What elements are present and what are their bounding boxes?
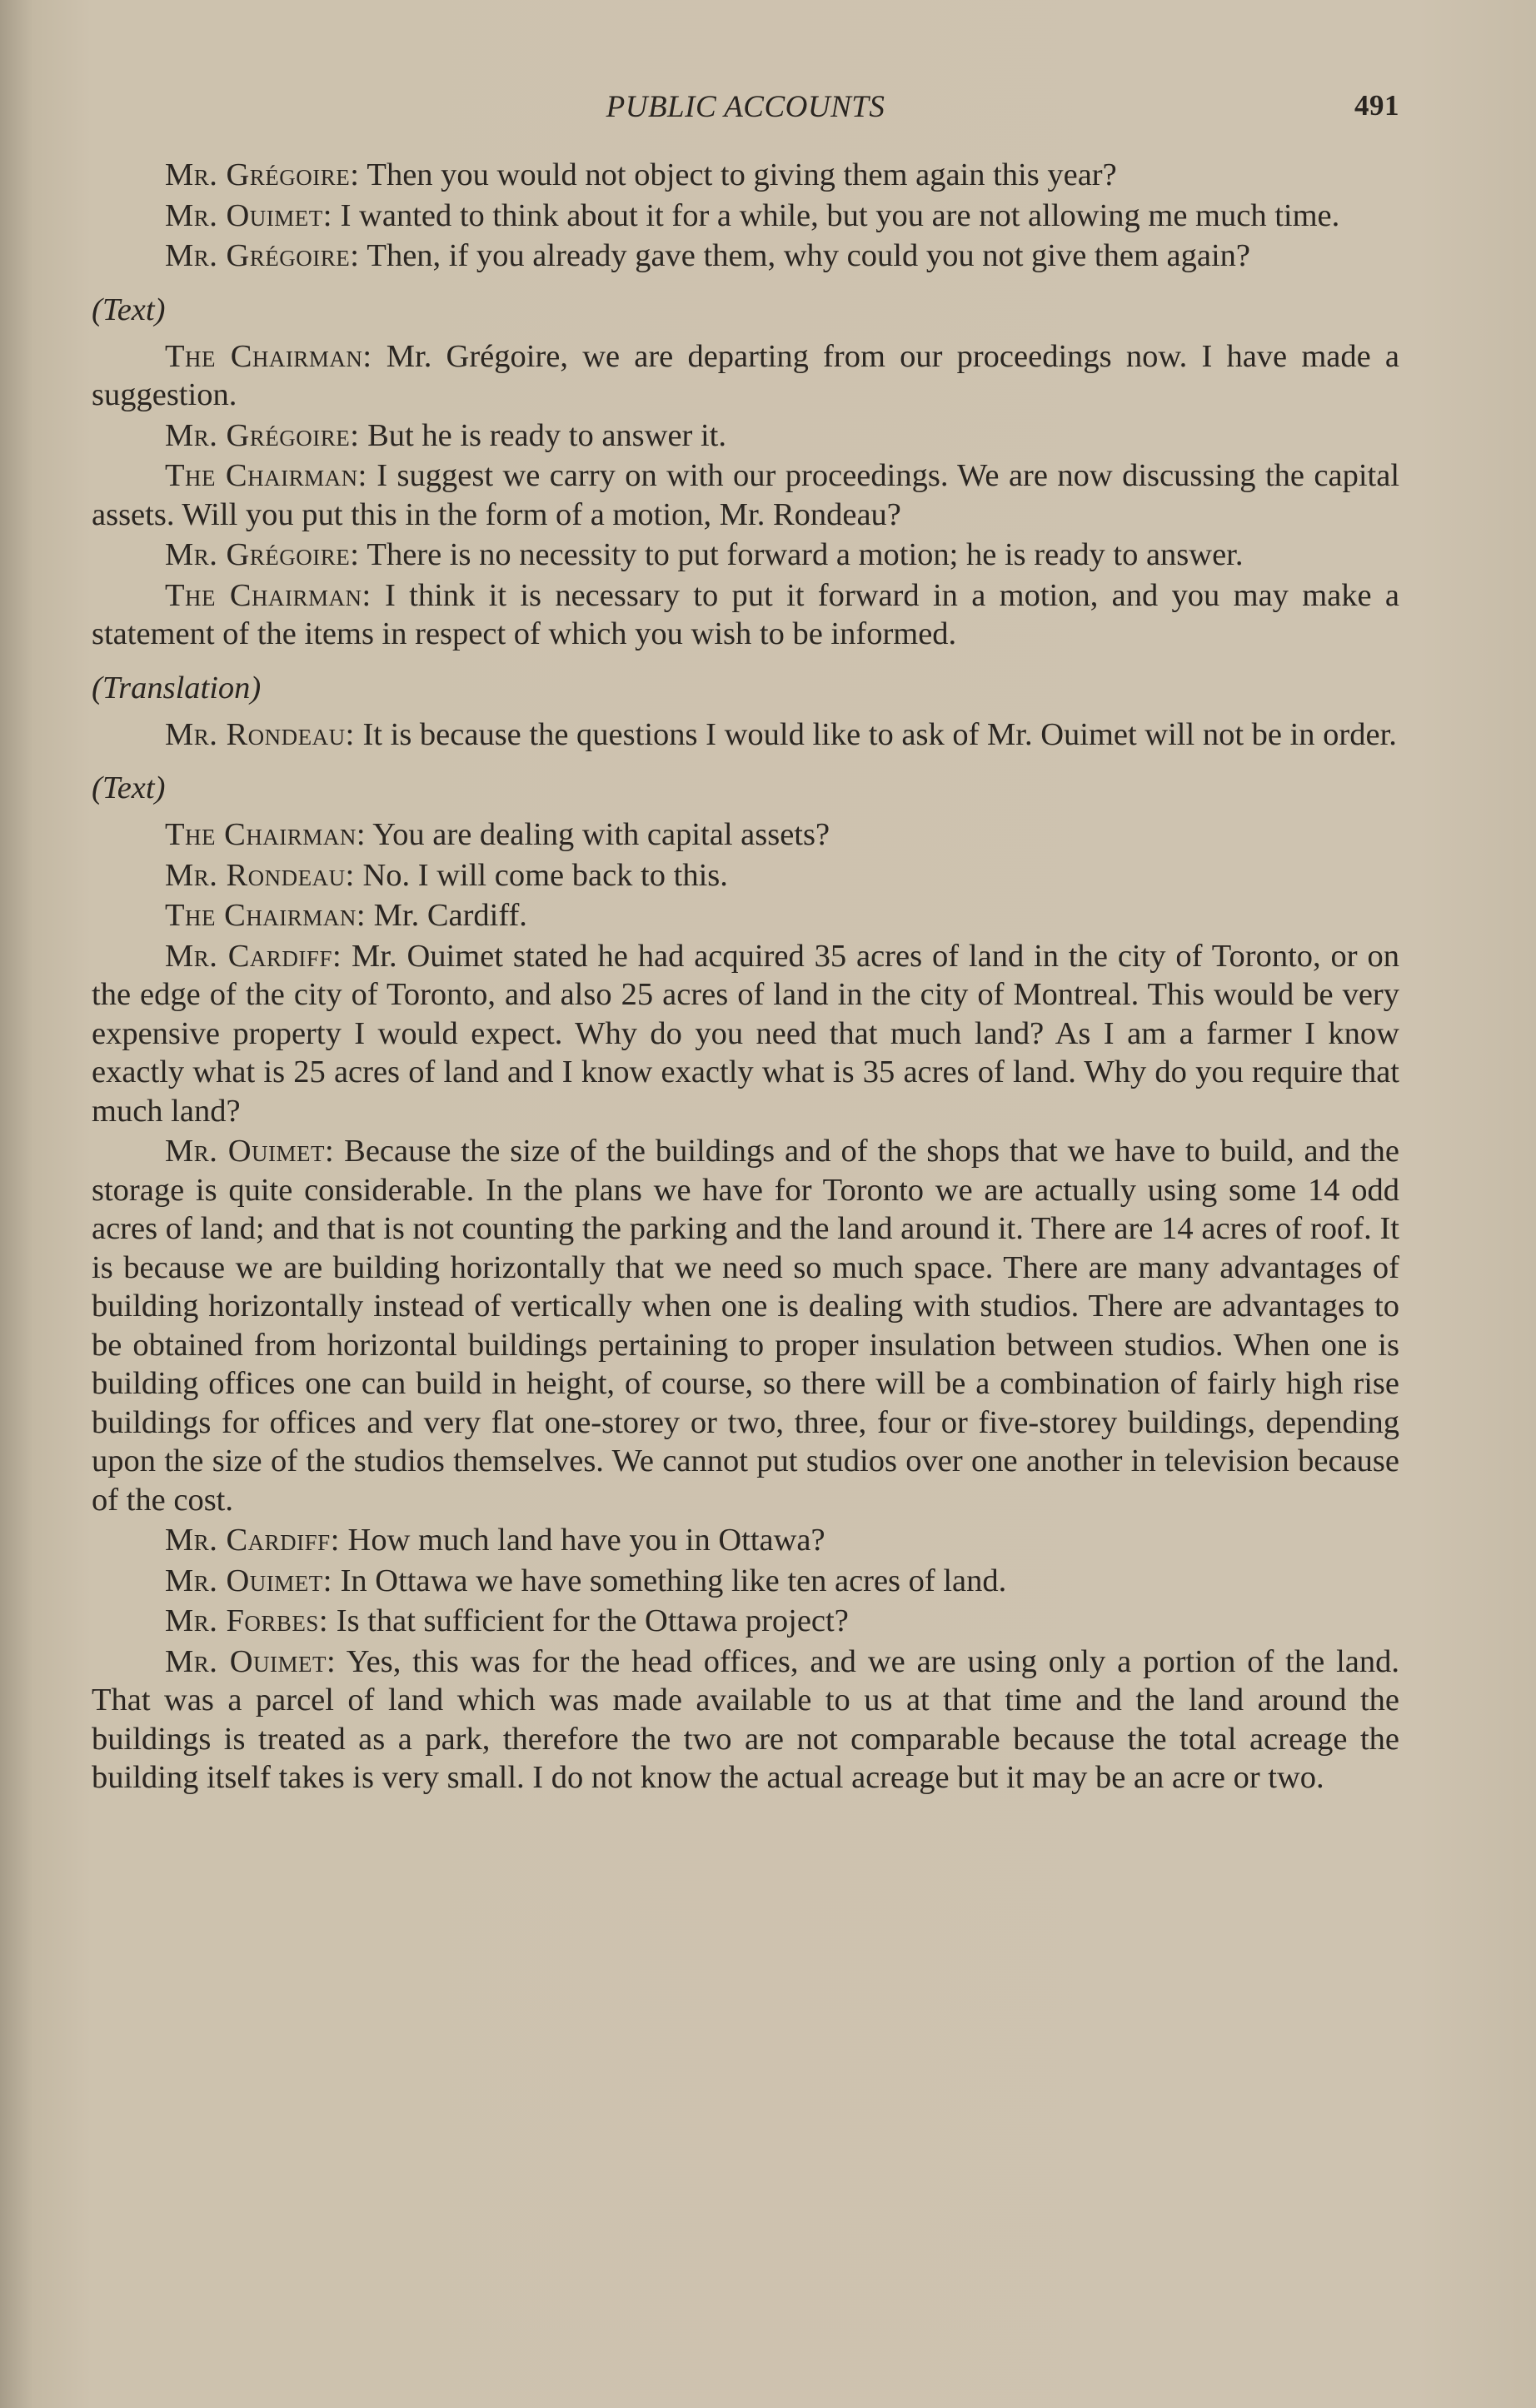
speaker-name: Mr. Grégoire: [165, 537, 360, 572]
speech-paragraph [92, 815, 1399, 855]
speech-text: Mr. Cardiff. [373, 898, 527, 933]
section-marker: (Text) [92, 292, 166, 327]
speech-paragraph [92, 1521, 1399, 1560]
page-content [92, 79, 1399, 1799]
speaker-name: Mr. Rondeau: [165, 716, 355, 752]
speech-text: There is no necessity to put forward a motion; he is ready to answer. [367, 537, 1244, 572]
speech-paragraph [92, 156, 1399, 195]
running-title: PUBLIC ACCOUNTS [606, 90, 885, 124]
speaker-name: Mr. Grégoire: [165, 157, 360, 192]
speech-text: Yes, this was for the head offices, and we are using only a portion of the land. That was a parcel of land which was made available to us at that time and the land around the buildings is treated as a park, therefore the two are not comparable because the total acreage the building itself takes is very small. I do not know the actual acreage but it may be an acre or two. [92, 1643, 1399, 1795]
speaker-name: Mr. Ouimet: [165, 1563, 332, 1598]
speech-paragraph [92, 337, 1399, 415]
speech-text: But he is ready to answer it. [367, 417, 726, 453]
speech-paragraph [92, 456, 1399, 534]
speaker-name: The Chairman: [165, 898, 367, 933]
speech-text: Mr. Grégoire, we are departing from our proceedings now. I have made a suggestion. [92, 338, 1400, 412]
speech-text: Is that sufficient for the Ottawa project? [336, 1603, 849, 1638]
speech-paragraph [92, 1643, 1399, 1797]
speech-paragraph [92, 197, 1399, 236]
speaker-name: Mr. Grégoire: [165, 417, 360, 453]
speech-paragraph [92, 715, 1399, 755]
speech-paragraph [92, 576, 1399, 654]
speech-text: I wanted to think about it for a while, but you are not allowing me much time. [340, 197, 1340, 233]
speaker-name: Mr. Cardiff: [165, 938, 342, 974]
speech-text: I suggest we carry on with our proceedings. We are now discussing the capital assets. Will you put this in the form of a motion, Mr. Rondeau? [92, 458, 1400, 532]
speaker-name: Mr. Forbes: [165, 1603, 329, 1638]
speaker-name: Mr. Ouimet: [165, 1134, 335, 1169]
speech-paragraph [92, 1562, 1399, 1601]
page-number: 491 [1354, 89, 1399, 122]
speech-paragraph [92, 856, 1399, 895]
speaker-name: The Chairman: [165, 338, 372, 374]
speech-paragraph [92, 937, 1399, 1131]
speech-text: In Ottawa we have something like ten acres of land. [340, 1563, 1007, 1598]
speech-paragraph [92, 237, 1399, 276]
speaker-name: The Chairman: [165, 817, 367, 852]
speech-text: No. I will come back to this. [362, 857, 728, 893]
speech-paragraph [92, 536, 1399, 575]
speech-text: You are dealing with capital assets? [372, 817, 830, 852]
speaker-name: Mr. Rondeau: [165, 857, 355, 893]
speech-paragraph [92, 896, 1399, 935]
speech-text: Then you would not object to giving them again this year? [367, 157, 1117, 192]
speaker-name: Mr. Ouimet: [165, 197, 332, 233]
section-marker: (Translation) [92, 670, 262, 705]
speech-text: Then, if you already gave them, why could you not give them again? [367, 238, 1250, 273]
speaker-name: The Chairman: [165, 458, 367, 493]
speech-paragraph [92, 416, 1399, 456]
speaker-name: Mr. Grégoire: [165, 238, 360, 273]
speech-paragraph [92, 1602, 1399, 1641]
speaker-name: Mr. Ouimet: [165, 1643, 337, 1679]
speech-text: It is because the questions I would like to ask of Mr. Ouimet will not be in order. [362, 716, 1397, 752]
running-header [92, 79, 1399, 137]
speech-text: How much land have you in Ottawa? [347, 1523, 825, 1558]
transcript-body [92, 156, 1399, 1797]
speech-text: Mr. Ouimet stated he had acquired 35 acres of land in the city of Toronto, or on the edge of the city of Toronto, and also 25 acres of land in the city of Montreal. This would be very expensive property I would expect. Why do you need that much land? As I am a farmer I know exactly what is 25 acres of land and I know exactly what is 35 acres of land. Why do you require that much land? [92, 938, 1399, 1129]
speech-text: Because the size of the buildings and of the shops that we have to build, and the storage is quite considerable. In the plans we have for Toronto we are actually using some 14 odd acres of land; and that is not counting the parking and the land around it. There are 14 acres of roof. It is because we are building horizontally that we need so much space. There are many advantages of building horizontally instead of vertically when one is dealing with studios. There are advantages to be obtained from horizontal buildings pertaining to proper insulation between studios. When one is building offices one can build in height, of course, so there will be a combination of fairly high rise buildings for offices and very flat one-storey or two, three, four or five-storey buildings, depending upon the size of the studios themselves. We cannot put studios over one another in television because of the cost. [92, 1134, 1399, 1518]
speaker-name: The Chairman: [165, 577, 372, 613]
section-marker: (Text) [92, 770, 166, 805]
speech-text: I think it is necessary to put it forward in a motion, and you may make a statement of the items in respect of which you wish to be informed. [92, 577, 1399, 651]
speech-paragraph [92, 1132, 1399, 1519]
speaker-name: Mr. Cardiff: [165, 1523, 340, 1558]
